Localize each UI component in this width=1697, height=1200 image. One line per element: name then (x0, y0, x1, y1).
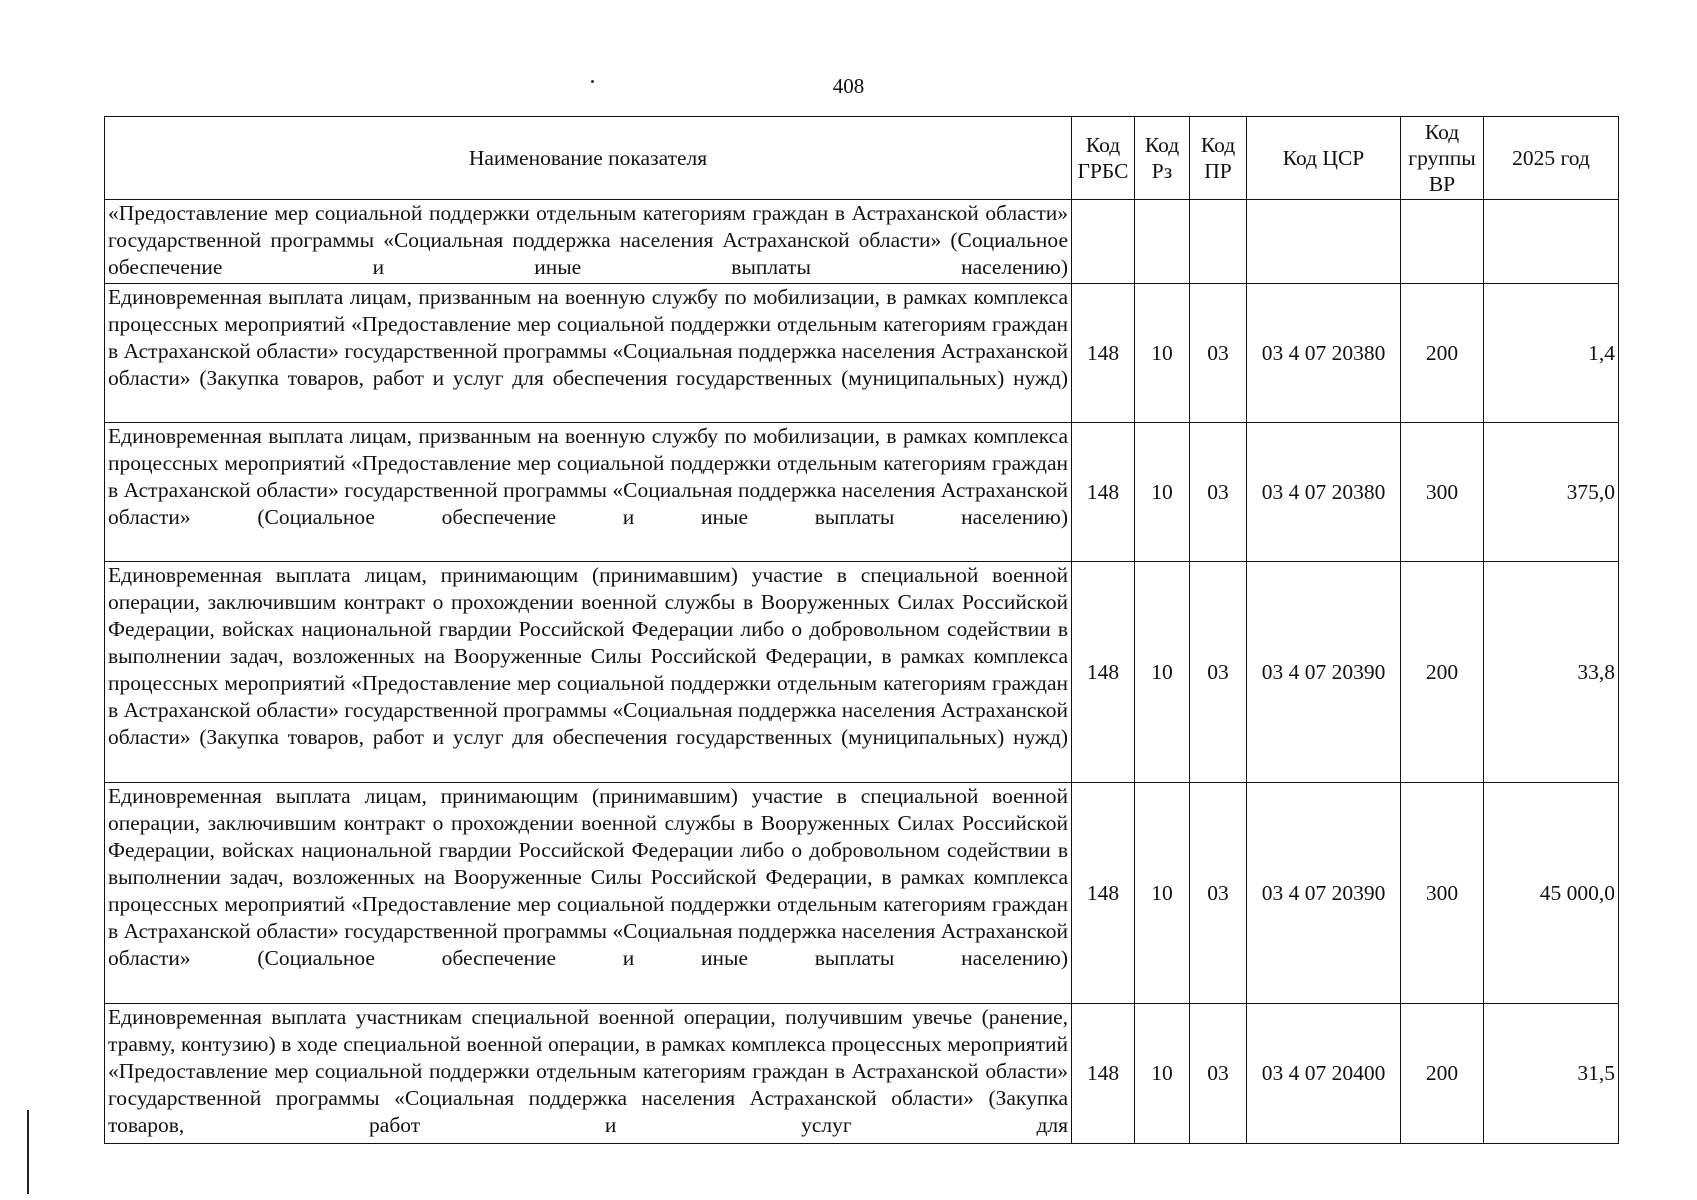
row-pr: 03 (1190, 1004, 1247, 1144)
table-row (105, 200, 1619, 284)
row-amount: 1,4 (1484, 284, 1619, 423)
row-grbs: 148 (1072, 423, 1135, 562)
header-csr: Код ЦСР (1247, 117, 1401, 200)
row-pr: 03 (1190, 562, 1247, 783)
scan-edge-mark (27, 1110, 29, 1194)
row-amount: 45 000,0 (1484, 783, 1619, 1004)
header-name: Наименование показателя (105, 117, 1072, 200)
row-grbs: 148 (1072, 783, 1135, 1004)
row-name: Единовременная выплата лицам, принимающим (принимавшим) участие в специальной военной операции, заключившим контракт о прохождении военной службы в Вооруженных Силах Российской Федерации, войсках национальной гвардии Российской Федерации либо о добровольном содействии в выполнении задач, возложенных на Вооруженные Силы Российской Федерации, в рамках комплекса процессных мероприятий «Предоставление мер социальной поддержки отдельным категориям граждан в Астраханской области» государственной программы «Социальная поддержка населения Астраханской области» (Закупка товаров, работ и услуг для обеспечения государственных (муниципальных) нужд) (105, 562, 1072, 783)
row-grbs: 148 (1072, 1004, 1135, 1144)
row-vr: 300 (1401, 783, 1484, 1004)
row-rz (1135, 200, 1190, 284)
row-vr: 200 (1401, 284, 1484, 423)
row-amount: 31,5 (1484, 1004, 1619, 1144)
table-row (105, 423, 1619, 562)
table-row (105, 284, 1619, 423)
row-amount (1484, 200, 1619, 284)
row-pr: 03 (1190, 284, 1247, 423)
budget-table (104, 116, 1619, 1144)
row-vr: 300 (1401, 423, 1484, 562)
row-name: Единовременная выплата участникам специальной военной операции, получившим увечье (ранение, травму, контузию) в ходе специальной военной операции, в рамках комплекса процессных мероприятий «Предоставление мер социальной поддержки отдельным категориям граждан в Астраханской области» государственной программы «Социальная поддержка населения Астраханской области» (Закупка товаров, работ и услуг для (105, 1004, 1072, 1144)
row-name: Единовременная выплата лицам, призванным на военную службу по мобилизации, в рамках комплекса процессных мероприятий «Предоставление мер социальной поддержки отдельным категориям граждан в Астраханской области» государственной программы «Социальная поддержка населения Астраханской области» (Закупка товаров, работ и услуг для обеспечения государственных (муниципальных) нужд) (105, 284, 1072, 423)
row-pr: 03 (1190, 783, 1247, 1004)
table-header-row (105, 117, 1619, 200)
header-rz: Код Рз (1135, 117, 1190, 200)
row-amount: 375,0 (1484, 423, 1619, 562)
row-csr: 03 4 07 20380 (1247, 284, 1401, 423)
row-vr: 200 (1401, 562, 1484, 783)
row-rz: 10 (1135, 562, 1190, 783)
row-csr: 03 4 07 20380 (1247, 423, 1401, 562)
row-rz: 10 (1135, 783, 1190, 1004)
table-row (105, 1004, 1619, 1144)
row-csr: 03 4 07 20390 (1247, 783, 1401, 1004)
row-grbs: 148 (1072, 562, 1135, 783)
header-pr: Код ПР (1190, 117, 1247, 200)
row-csr (1247, 200, 1401, 284)
header-grbs: Код ГРБС (1072, 117, 1135, 200)
row-pr: 03 (1190, 423, 1247, 562)
row-vr (1401, 200, 1484, 284)
row-csr: 03 4 07 20390 (1247, 562, 1401, 783)
row-csr: 03 4 07 20400 (1247, 1004, 1401, 1144)
row-pr (1190, 200, 1247, 284)
row-name: Единовременная выплата лицам, призванным на военную службу по мобилизации, в рамках комплекса процессных мероприятий «Предоставление мер социальной поддержки отдельным категориям граждан в Астраханской области» государственной программы «Социальная поддержка населения Астраханской области» (Социальное обеспечение и иные выплаты населению) (105, 423, 1072, 562)
row-rz: 10 (1135, 1004, 1190, 1144)
scan-speck (591, 80, 594, 83)
row-vr: 200 (1401, 1004, 1484, 1144)
row-amount: 33,8 (1484, 562, 1619, 783)
table-row (105, 562, 1619, 783)
row-grbs (1072, 200, 1135, 284)
table-row (105, 783, 1619, 1004)
row-grbs: 148 (1072, 284, 1135, 423)
row-name: «Предоставление мер социальной поддержки отдельным категориям граждан в Астраханской области» государственной программы «Социальная поддержка населения Астраханской области» (Социальное обеспечение и иные выплаты населению) (105, 200, 1072, 284)
row-rz: 10 (1135, 423, 1190, 562)
header-year: 2025 год (1484, 117, 1619, 200)
header-vr: Код группы ВР (1401, 117, 1484, 200)
page-number: 408 (832, 74, 865, 98)
row-rz: 10 (1135, 284, 1190, 423)
row-name: Единовременная выплата лицам, принимающим (принимавшим) участие в специальной военной операции, заключившим контракт о прохождении военной службы в Вооруженных Силах Российской Федерации, войсках национальной гвардии Российской Федерации либо о добровольном содействии в выполнении задач, возложенных на Вооруженные Силы Российской Федерации, в рамках комплекса процессных мероприятий «Предоставление мер социальной поддержки отдельным категориям граждан в Астраханской области» государственной программы «Социальная поддержка населения Астраханской области» (Социальное обеспечение и иные выплаты населению) (105, 783, 1072, 1004)
